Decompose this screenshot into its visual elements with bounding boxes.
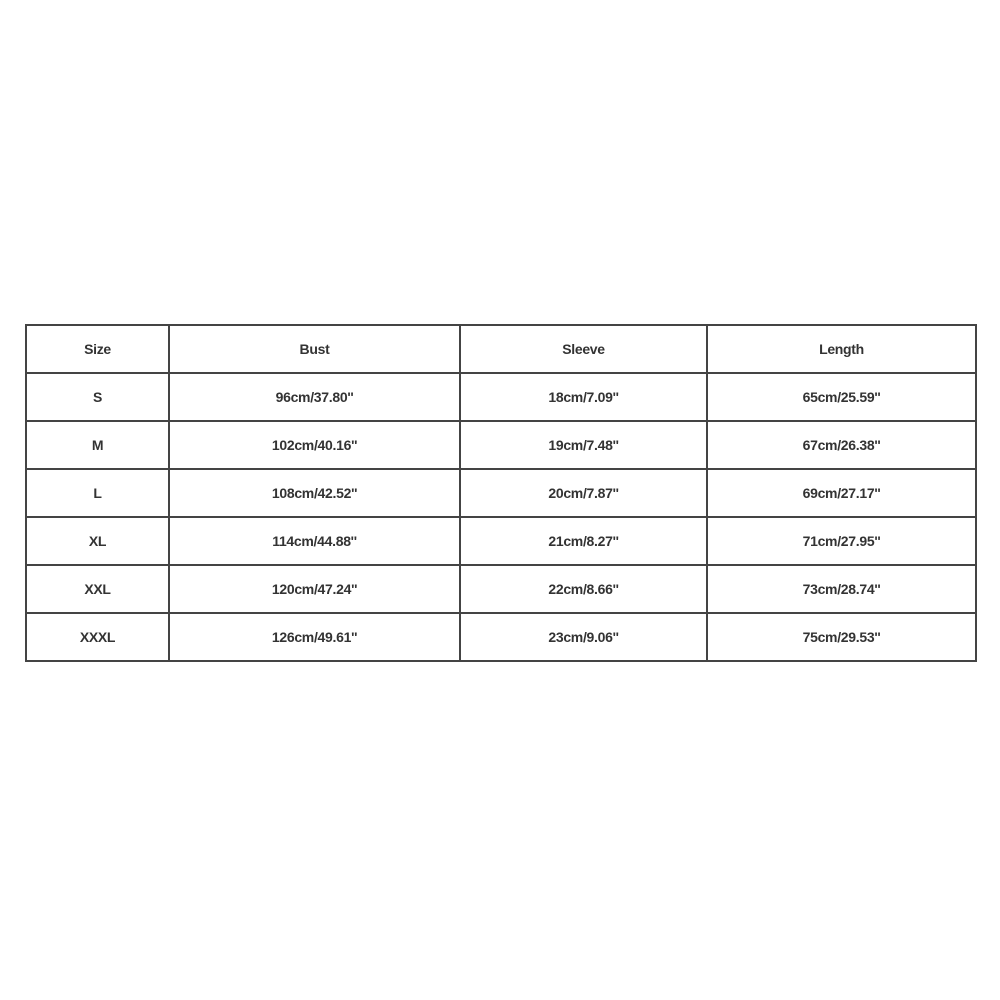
header-bust: Bust [169, 325, 460, 373]
cell-size: XL [26, 517, 169, 565]
cell-size: XXXL [26, 613, 169, 661]
cell-sleeve: 19cm/7.48'' [460, 421, 707, 469]
cell-length: 75cm/29.53'' [707, 613, 976, 661]
table-row [26, 373, 976, 421]
cell-size: XXL [26, 565, 169, 613]
cell-sleeve: 23cm/9.06'' [460, 613, 707, 661]
cell-sleeve: 21cm/8.27'' [460, 517, 707, 565]
cell-length: 67cm/26.38'' [707, 421, 976, 469]
cell-length: 65cm/25.59'' [707, 373, 976, 421]
cell-bust: 120cm/47.24'' [169, 565, 460, 613]
header-size: Size [26, 325, 169, 373]
cell-bust: 108cm/42.52'' [169, 469, 460, 517]
cell-sleeve: 18cm/7.09'' [460, 373, 707, 421]
header-sleeve: Sleeve [460, 325, 707, 373]
header-length: Length [707, 325, 976, 373]
table-header-row [26, 325, 976, 373]
cell-size: L [26, 469, 169, 517]
cell-bust: 96cm/37.80'' [169, 373, 460, 421]
cell-sleeve: 20cm/7.87'' [460, 469, 707, 517]
table-row [26, 421, 976, 469]
table-row [26, 613, 976, 661]
cell-length: 71cm/27.95'' [707, 517, 976, 565]
cell-length: 69cm/27.17'' [707, 469, 976, 517]
cell-bust: 126cm/49.61'' [169, 613, 460, 661]
cell-sleeve: 22cm/8.66'' [460, 565, 707, 613]
cell-bust: 102cm/40.16'' [169, 421, 460, 469]
cell-size: S [26, 373, 169, 421]
table-row [26, 469, 976, 517]
size-chart-table [25, 324, 977, 662]
table-row [26, 517, 976, 565]
cell-bust: 114cm/44.88'' [169, 517, 460, 565]
cell-length: 73cm/28.74'' [707, 565, 976, 613]
cell-size: M [26, 421, 169, 469]
table-row [26, 565, 976, 613]
